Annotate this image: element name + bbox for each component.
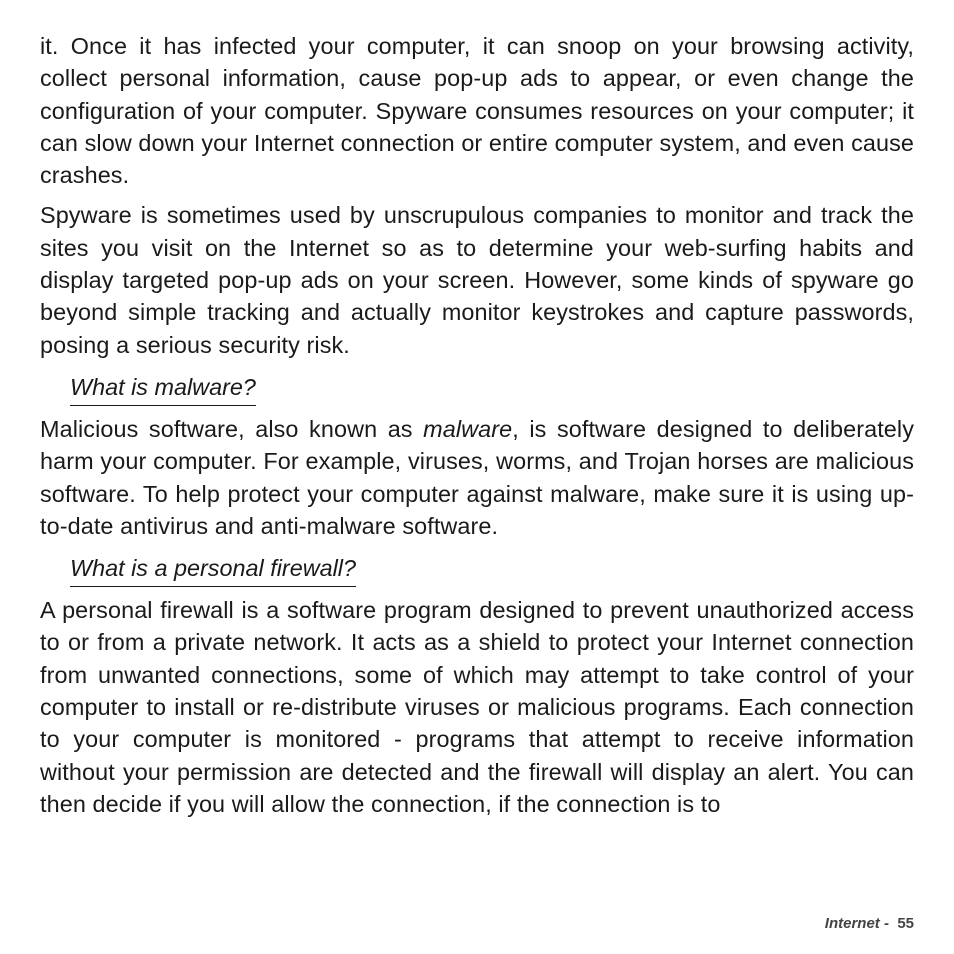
paragraph-malware-definition xyxy=(40,413,914,542)
malware-text-after: , is software designed to deliberately harm your computer. For example, viruses, worms, and Trojan horses are malicious software. To help protect your computer against malware, make sure it is using up-to-date antivirus and anti-malware software. xyxy=(40,415,914,539)
paragraph-spyware-usage: Spyware is sometimes used by unscrupulous companies to monitor and track the sites you visit on the Internet so as to determine your web-surfing habits and display targeted pop-up ads on your screen. However, some kinds of spyware go beyond simple tracking and actually monitor keystrokes and capture passwords, posing a serious security risk. xyxy=(40,202,914,358)
heading-what-is-malware: What is malware? xyxy=(70,369,256,406)
footer-page-number: 55 xyxy=(897,915,914,932)
malware-term: malware xyxy=(423,415,513,442)
heading-malware-wrap xyxy=(40,369,914,411)
paragraph-firewall-definition: A personal firewall is a software program designed to prevent unauthorized access to or from a private network. It acts as a shield to protect your Internet connection from unwanted connections, some of which may attempt to take control of your computer to install or re-distribute viruses or malicious programs. Each connection to your computer is monitored - programs that attempt to receive information without your permission are detected and the firewall will display an alert. You can then decide if you will allow the connection, if the connection is to xyxy=(40,597,914,817)
heading-what-is-firewall: What is a personal firewall? xyxy=(70,550,356,587)
document-page xyxy=(40,30,914,828)
footer-section-name: Internet xyxy=(824,915,880,932)
page-footer xyxy=(825,915,914,932)
paragraph-spyware-effects: it. Once it has infected your computer, it can snoop on your browsing activity, collect personal information, cause pop-up ads to appear, or even change the configuration of your computer. Spyware consumes resources on your computer; it can slow down your Internet connection or entire computer system, and even cause crashes. xyxy=(40,33,914,189)
heading-firewall-wrap xyxy=(40,550,914,592)
malware-text-before: Malicious software, also known as xyxy=(40,415,424,442)
footer-separator: - xyxy=(879,915,898,932)
